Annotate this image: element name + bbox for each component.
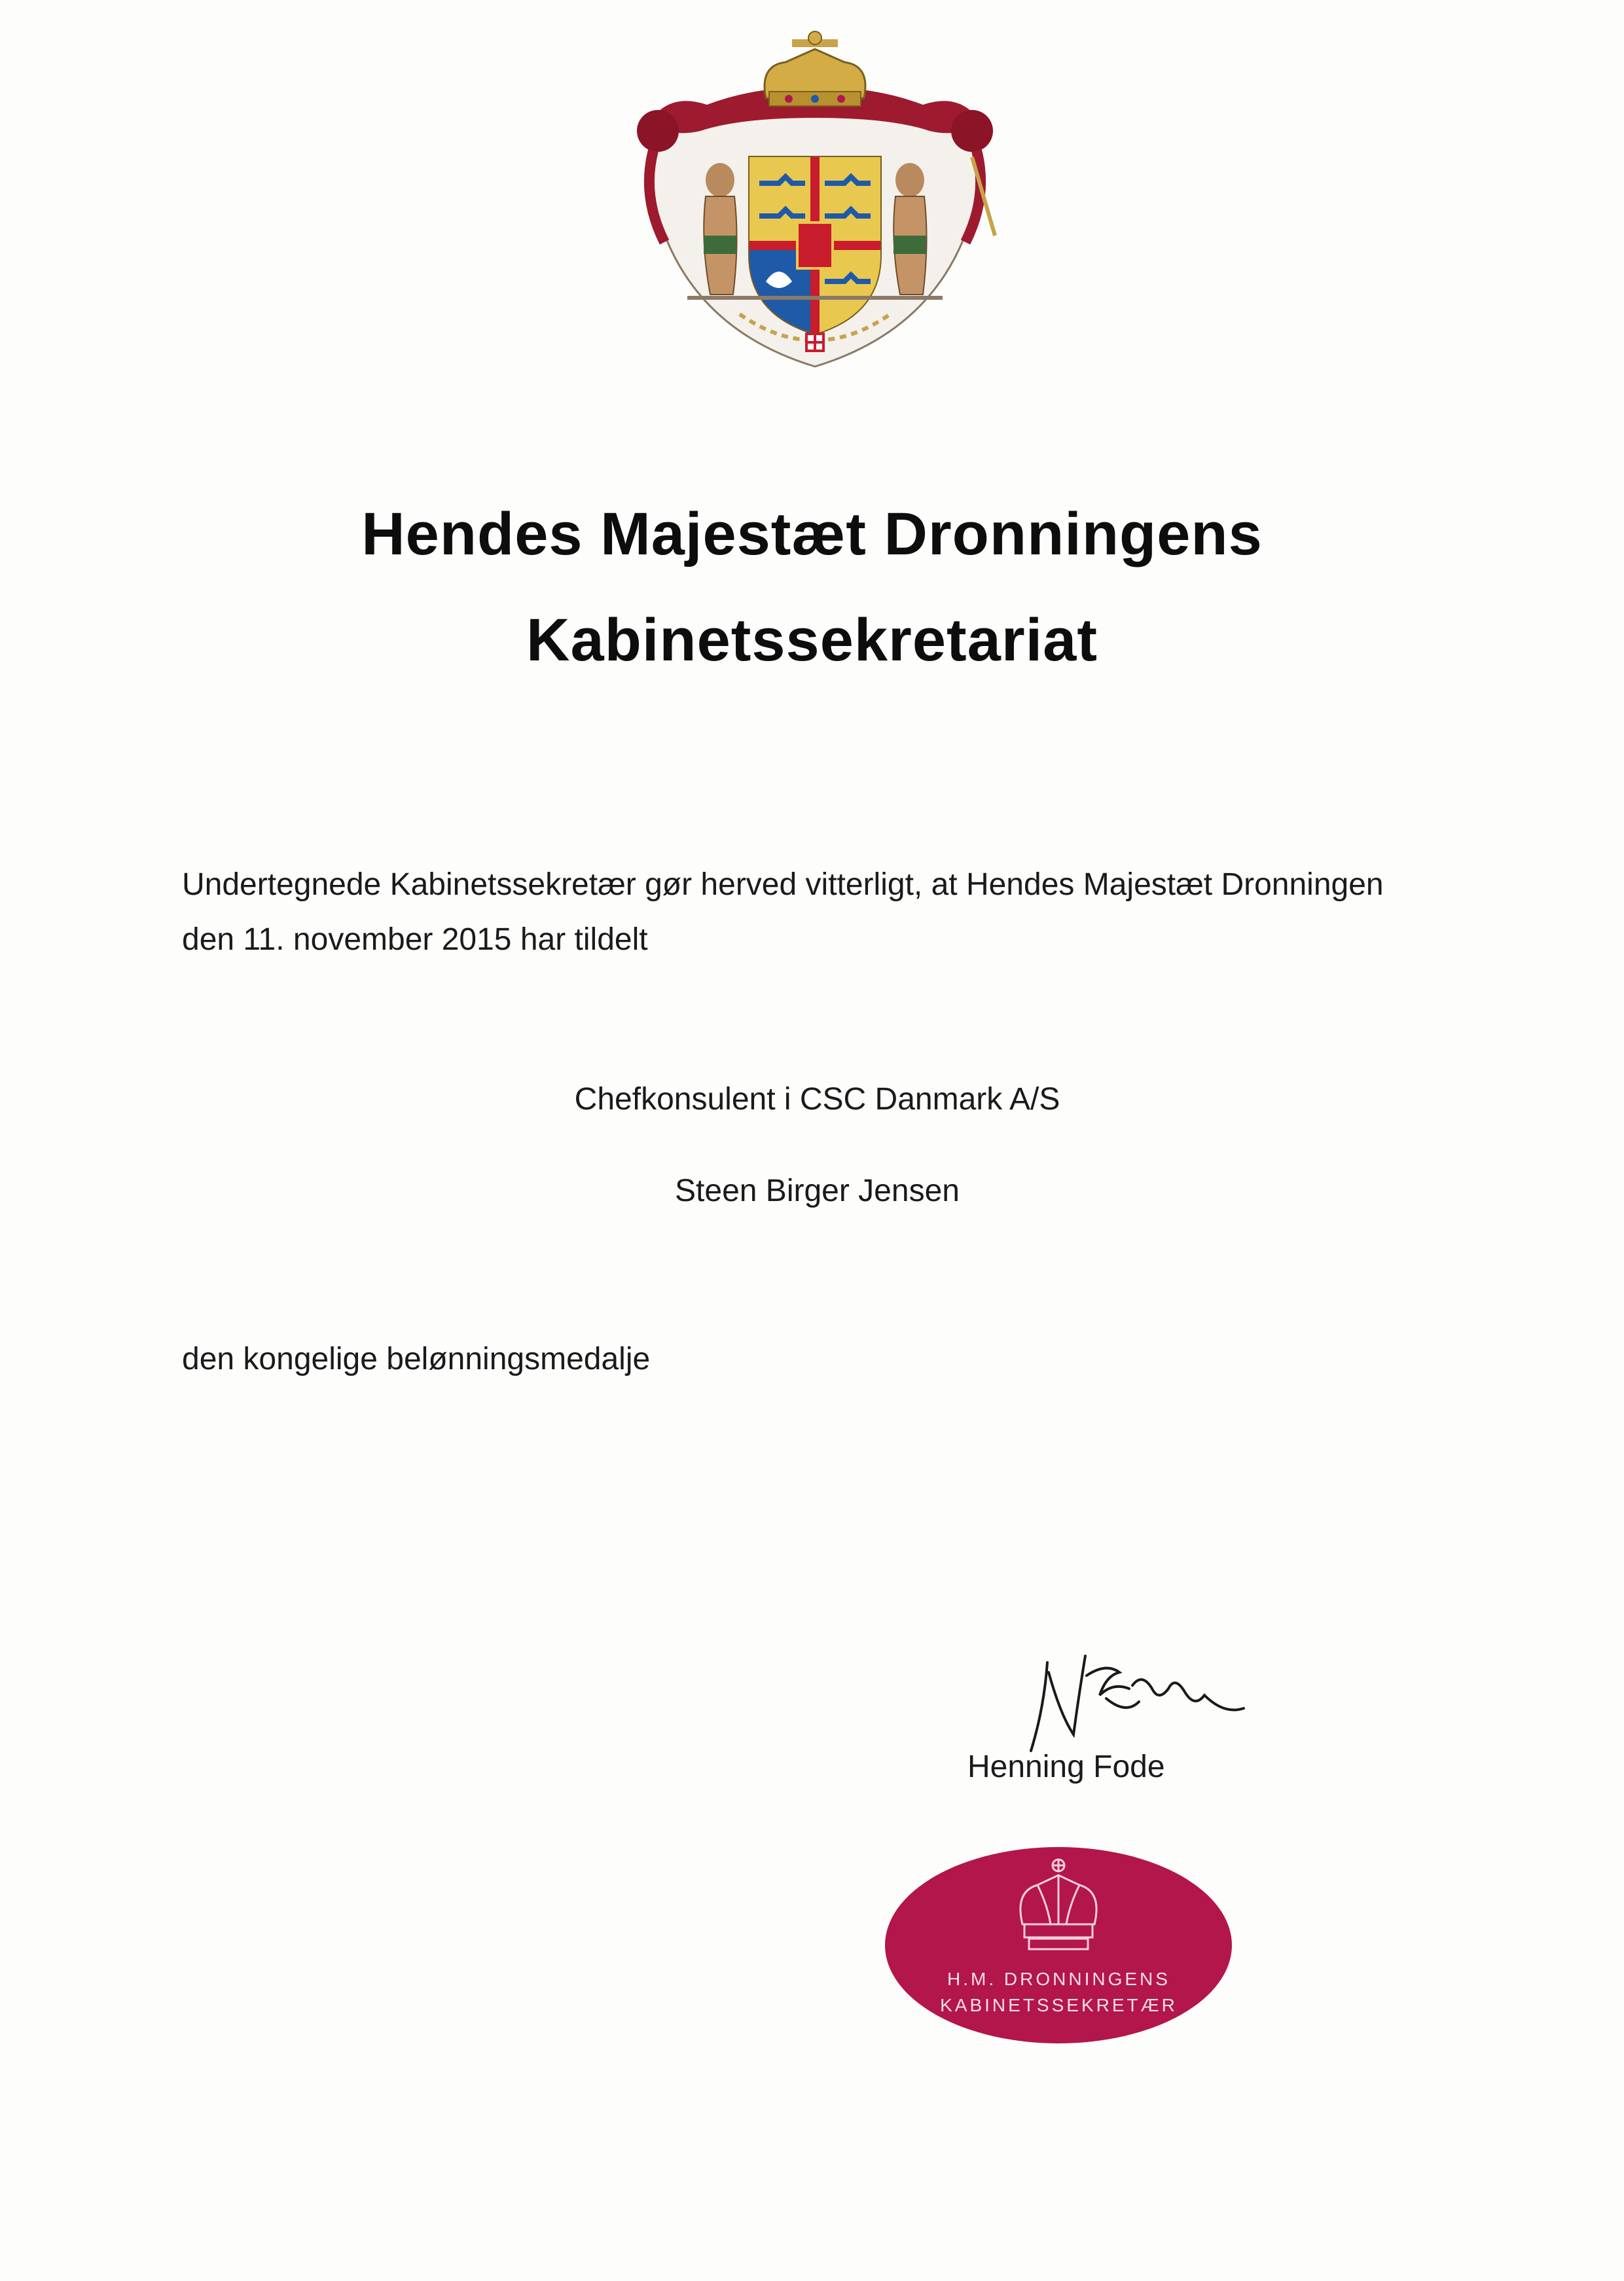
recipient-name: Steen Birger Jensen — [675, 1174, 960, 1208]
seal-text-line-2: KABINETSSEKRETÆR — [940, 1995, 1178, 2015]
intro-line-1: Undertegnede Kabinetssekretær gør herved vitterligt, at Hendes Majestæt Dronningen — [182, 867, 1384, 902]
page-title-line-1: Hendes Majestæt Dronningens — [361, 501, 1263, 567]
signer-name: Henning Fode — [967, 1750, 1165, 1784]
recipient-position: Chefkonsulent i CSC Danmark A/S — [574, 1082, 1060, 1117]
award-text: den kongelige belønningsmedalje — [182, 1342, 651, 1376]
page-title-line-2: Kabinetssekretariat — [526, 607, 1098, 674]
intro-paragraph — [182, 857, 1465, 967]
royal-coat-of-arms-icon — [628, 26, 1001, 406]
handwritten-signature-icon — [1008, 1636, 1283, 1761]
official-seal — [884, 1846, 1234, 2045]
intro-line-2: den 11. november 2015 har tildelt — [182, 922, 648, 957]
seal-text-line-1: H.M. DRONNINGENS — [947, 1969, 1170, 1989]
